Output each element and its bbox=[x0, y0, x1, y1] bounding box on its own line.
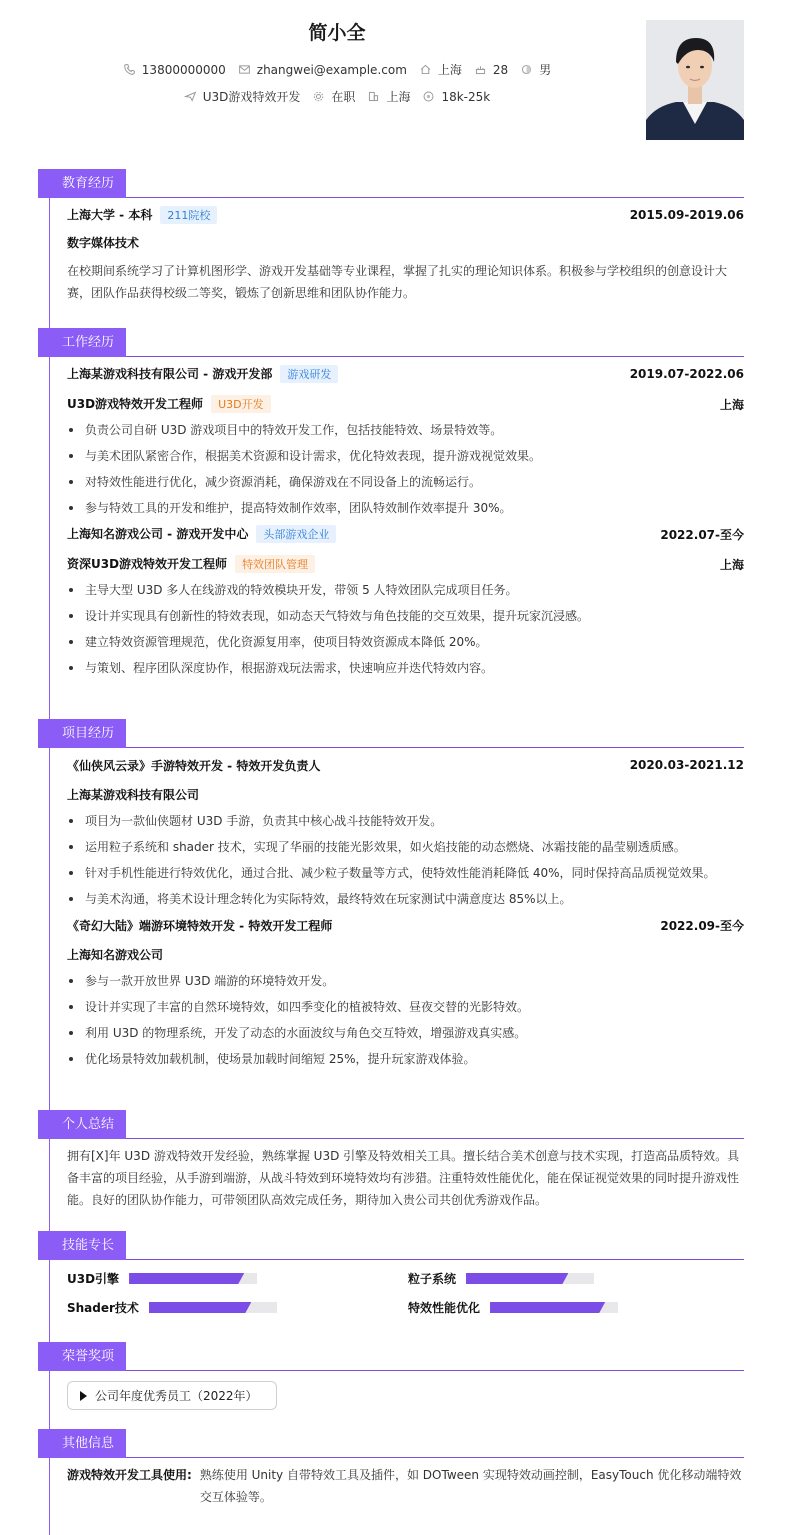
role-line bbox=[67, 555, 315, 573]
candidate-name: 简小全 bbox=[308, 22, 366, 44]
major: 数字媒体技术 bbox=[67, 236, 140, 250]
skill-item bbox=[408, 1299, 743, 1316]
skill-bar bbox=[490, 1302, 618, 1313]
project-name-row bbox=[67, 756, 744, 774]
gear-icon bbox=[312, 90, 325, 103]
section-title: 项目经历 bbox=[38, 719, 126, 748]
work-item bbox=[67, 365, 744, 521]
list-item: 建立特效资源管理规范，优化资源复用率，使项目特效资源成本降低 20%。 bbox=[67, 629, 744, 655]
company-name: 上海某游戏科技有限公司 - 游戏开发部 bbox=[67, 367, 273, 381]
section-header bbox=[38, 1231, 744, 1260]
skill-name: Shader技术 bbox=[67, 1301, 139, 1315]
project-company: 上海某游戏科技有限公司 bbox=[67, 788, 200, 802]
section-title: 荣誉奖项 bbox=[38, 1342, 126, 1371]
school-tag: 211院校 bbox=[160, 206, 217, 224]
work-company-row bbox=[67, 365, 744, 383]
list-item: 对特效性能进行优化，减少资源消耗，确保游戏在不同设备上的流畅运行。 bbox=[67, 469, 744, 495]
position-item bbox=[184, 88, 301, 105]
section-header bbox=[38, 328, 744, 357]
status-item bbox=[312, 88, 355, 105]
summary-text: 拥有[X]年 U3D 游戏特效开发经验，熟练掌握 U3D 引擎及特效相关工具。擅长结合美术创意与技术实现，打造高品质特效。具备丰富的项目经验，从手游到端游，从战斗特效到环境特效均有涉猎。注重特效性能优化，能在保证视觉效果的同时提升游戏性能。良好的团队协作能力，可带领团队高效完成任务，期待加入贵公司共创优秀游戏作品。 bbox=[67, 1149, 740, 1207]
project-section bbox=[38, 719, 744, 1072]
list-item: 优化场景特效加载机制，使场景加载时间缩短 25%，提升玩家游戏体验。 bbox=[67, 1046, 744, 1072]
cake-icon bbox=[474, 63, 487, 76]
education-period: 2015.09-2019.06 bbox=[629, 208, 744, 222]
salary-text: 18k-25k bbox=[441, 89, 491, 104]
section-header bbox=[38, 1429, 744, 1458]
skill-bar-fill bbox=[466, 1273, 568, 1284]
education-row bbox=[67, 206, 744, 224]
age-item bbox=[474, 63, 508, 77]
gender-text: 男 bbox=[539, 63, 552, 77]
other-section bbox=[38, 1429, 744, 1508]
skill-name: U3D引擎 bbox=[67, 1272, 120, 1286]
work-city: 上海 bbox=[719, 397, 744, 412]
company-name: 上海知名游戏公司 - 游戏开发中心 bbox=[67, 527, 249, 541]
list-item: 设计并实现具有创新性的特效表现，如动态天气特效与角色技能的交互效果，提升玩家沉浸感。 bbox=[67, 603, 744, 629]
company-line bbox=[67, 365, 338, 383]
email-item bbox=[238, 63, 407, 77]
phone-item bbox=[123, 63, 226, 77]
home-icon bbox=[419, 63, 432, 76]
section-title: 个人总结 bbox=[38, 1110, 126, 1139]
section-title: 工作经历 bbox=[38, 328, 126, 357]
company-tag: 游戏研发 bbox=[280, 365, 338, 383]
location-text: 上海 bbox=[437, 63, 462, 77]
skill-item bbox=[408, 1270, 743, 1287]
list-item: 参与特效工具的开发和维护，提高特效制作效率，团队特效制作效率提升 30%。 bbox=[67, 495, 744, 521]
job-intent-row bbox=[0, 88, 674, 105]
list-item: 与美术团队紧密合作，根据美术资源和设计需求，优化特效表现，提升游戏视觉效果。 bbox=[67, 443, 744, 469]
other-label: 游戏特效开发工具使用: bbox=[67, 1468, 192, 1482]
project-bullets bbox=[67, 808, 744, 912]
age-text: 28 bbox=[492, 62, 509, 77]
phone-icon bbox=[123, 63, 136, 76]
email-text: zhangwei@example.com bbox=[256, 62, 407, 77]
school-name: 上海大学 - 本科 bbox=[67, 208, 153, 222]
education-desc: 在校期间系统学习了计算机图形学、游戏开发基础等专业课程，掌握了扎实的理论知识体系。积极参与学校组织的创意设计大赛，团队作品获得校级二等奖，锻炼了创新思维和团队协作能力。 bbox=[67, 264, 728, 300]
project-period: 2020.03-2021.12 bbox=[629, 758, 744, 772]
building-icon bbox=[367, 90, 380, 103]
section-header bbox=[38, 1110, 744, 1139]
coin-icon bbox=[422, 90, 435, 103]
list-item: 主导大型 U3D 多人在线游戏的特效模块开发，带领 5 人特效团队完成项目任务。 bbox=[67, 577, 744, 603]
salary-item bbox=[422, 90, 490, 104]
award-item[interactable] bbox=[67, 1381, 277, 1410]
project-item bbox=[67, 756, 744, 912]
section-title: 教育经历 bbox=[38, 169, 126, 198]
honors-section bbox=[38, 1342, 744, 1410]
school-line bbox=[67, 206, 217, 224]
work-bullets bbox=[67, 577, 744, 681]
company-line bbox=[67, 525, 336, 543]
project-name-row bbox=[67, 916, 744, 934]
skills-section bbox=[38, 1231, 744, 1316]
location-item bbox=[419, 61, 462, 78]
section-header bbox=[38, 719, 744, 748]
role-line bbox=[67, 395, 271, 413]
award-text: 公司年度优秀员工（2022年） bbox=[95, 1389, 258, 1403]
work-city-item bbox=[367, 88, 410, 105]
section-title: 其他信息 bbox=[38, 1429, 126, 1458]
mail-icon bbox=[238, 63, 251, 76]
work-bullets bbox=[67, 417, 744, 521]
project-item bbox=[67, 916, 744, 1072]
skill-name: 粒子系统 bbox=[408, 1272, 457, 1286]
role-tag: U3D开发 bbox=[211, 395, 271, 413]
work-period: 2022.07-至今 bbox=[660, 527, 744, 542]
list-item: 设计并实现了丰富的自然环境特效，如四季变化的植被特效、昼夜交替的光影特效。 bbox=[67, 994, 744, 1020]
list-item: 运用粒子系统和 shader 技术，实现了华丽的技能光影效果，如火焰技能的动态燃烧、冰霜技能的晶莹剔透质感。 bbox=[67, 834, 744, 860]
list-item: 参与一款开放世界 U3D 端游的环境特效开发。 bbox=[67, 968, 744, 994]
work-company-row bbox=[67, 525, 744, 543]
resume-header bbox=[0, 0, 794, 150]
work-section bbox=[38, 328, 744, 681]
other-info-row bbox=[67, 1464, 744, 1508]
project-name: 《仙侠风云录》手游特效开发 - 特效开发负责人 bbox=[67, 758, 321, 773]
skill-bar-fill bbox=[490, 1302, 605, 1313]
role-name: 资深U3D游戏特效开发工程师 bbox=[67, 557, 228, 571]
skill-bar bbox=[149, 1302, 277, 1313]
work-role-row bbox=[67, 395, 744, 413]
skill-item bbox=[67, 1270, 408, 1287]
project-period: 2022.09-至今 bbox=[660, 918, 744, 933]
education-section bbox=[38, 169, 744, 304]
work-city-text: 上海 bbox=[386, 90, 411, 104]
section-header bbox=[38, 169, 744, 198]
list-item: 与美术沟通，将美术设计理念转化为实际特效，最终特效在玩家测试中满意度达 85%以上。 bbox=[67, 886, 744, 912]
role-name: U3D游戏特效开发工程师 bbox=[67, 397, 204, 411]
summary-section bbox=[38, 1110, 744, 1211]
skill-grid bbox=[67, 1270, 744, 1316]
section-title: 技能专长 bbox=[38, 1231, 126, 1260]
list-item: 负责公司自研 U3D 游戏项目中的特效开发工作，包括技能特效、场景特效等。 bbox=[67, 417, 744, 443]
list-item: 针对手机性能进行特效优化，通过合批、减少粒子数量等方式，使特效性能消耗降低 40%，同时保持高品质视觉效果。 bbox=[67, 860, 744, 886]
work-period: 2019.07-2022.06 bbox=[629, 367, 744, 381]
company-tag: 头部游戏企业 bbox=[256, 525, 336, 543]
project-name: 《奇幻大陆》端游环境特效开发 - 特效开发工程师 bbox=[67, 918, 333, 933]
work-role-row bbox=[67, 555, 744, 573]
other-text: 熟练使用 Unity 自带特效工具及插件，如 DOTween 实现特效动画控制，EasyTouch 优化移动端特效交互体验等。 bbox=[199, 1468, 742, 1504]
profile-photo bbox=[646, 20, 744, 140]
skill-bar bbox=[129, 1273, 257, 1284]
contact-row bbox=[0, 61, 674, 78]
status-text: 在职 bbox=[331, 90, 356, 104]
role-tag: 特效团队管理 bbox=[235, 555, 315, 573]
work-item bbox=[67, 525, 744, 681]
skill-bar-fill bbox=[129, 1273, 244, 1284]
list-item: 与策划、程序团队深度协作，根据游戏玩法需求，快速响应并迭代特效内容。 bbox=[67, 655, 744, 681]
skill-item bbox=[67, 1299, 408, 1316]
project-bullets bbox=[67, 968, 744, 1072]
position-text: U3D游戏特效开发 bbox=[202, 90, 301, 104]
skill-bar-fill bbox=[149, 1302, 251, 1313]
skill-name: 特效性能优化 bbox=[408, 1301, 481, 1315]
gender-item bbox=[520, 61, 551, 78]
skill-bar bbox=[466, 1273, 594, 1284]
send-icon bbox=[184, 90, 197, 103]
list-item: 项目为一款仙侠题材 U3D 手游，负责其中核心战斗技能特效开发。 bbox=[67, 808, 744, 834]
section-header bbox=[38, 1342, 744, 1371]
work-city: 上海 bbox=[719, 557, 744, 572]
project-company: 上海知名游戏公司 bbox=[67, 948, 164, 962]
caret-right-icon bbox=[80, 1391, 87, 1401]
phone-text: 13800000000 bbox=[141, 62, 226, 77]
gender-icon bbox=[520, 63, 533, 76]
list-item: 利用 U3D 的物理系统，开发了动态的水面波纹与角色交互特效，增强游戏真实感。 bbox=[67, 1020, 744, 1046]
